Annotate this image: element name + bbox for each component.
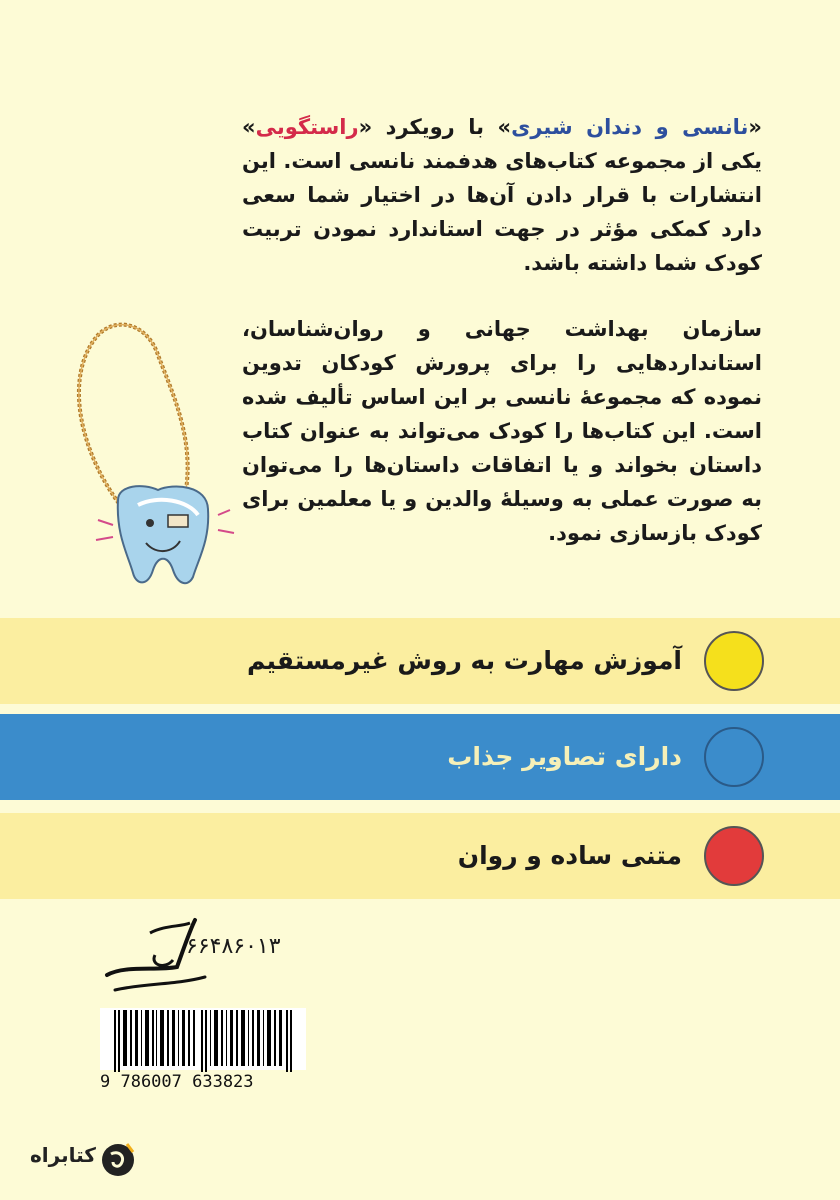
book-title: نانسی و دندان شیری — [511, 115, 749, 139]
intro-mid: » با رویکرد « — [358, 115, 512, 139]
feature-band-3 — [0, 813, 840, 899]
store-name: کتابراه — [30, 1143, 96, 1167]
theme-title: راستگویی — [255, 115, 359, 139]
quote-open: « — [748, 115, 762, 139]
standards-paragraph: سازمان بهداشت جهانی و روان‌شناسان، استانداردهایی را برای پرورش کودکان تدوین نموده که مجموعۀ نانسی بر این اساس تألیف شده است. این کتاب‌ها را کودک می‌تواند به عنوان کتاب داستان بخواند و یا اتفاقات داستان‌ها را می‌توان به صورت عملی به وسیلۀ والدین و یا معلمین برای کودک بازسازی نمود. — [242, 317, 762, 545]
feature-band-1 — [0, 618, 840, 704]
publisher-phone: ۶۶۴۸۶۰۱۳ — [186, 934, 281, 959]
feature-label: متنی ساده و روان — [457, 841, 682, 870]
intro-rest: » یکی از مجموعه کتاب‌های هدفمند نانسی است. این انتشارات با قرار دادن آن‌ها در اختیار شما سعی دارد کمکی مؤثر در جهت استاندارد نمودن تربیت کودک شما داشته باشد. — [242, 115, 762, 275]
red-dot-icon — [704, 826, 764, 886]
feature-band-2 — [0, 714, 840, 800]
tooth-illustration — [58, 315, 253, 590]
intro-paragraph — [242, 110, 762, 280]
feature-label: دارای تصاویر جذاب — [447, 742, 682, 771]
isbn-number: 9 786007 633823 — [100, 1072, 254, 1092]
blue-dot-icon — [704, 727, 764, 787]
yellow-dot-icon — [704, 631, 764, 691]
feature-label: آموزش مهارت به روش غیرمستقیم — [246, 646, 682, 675]
